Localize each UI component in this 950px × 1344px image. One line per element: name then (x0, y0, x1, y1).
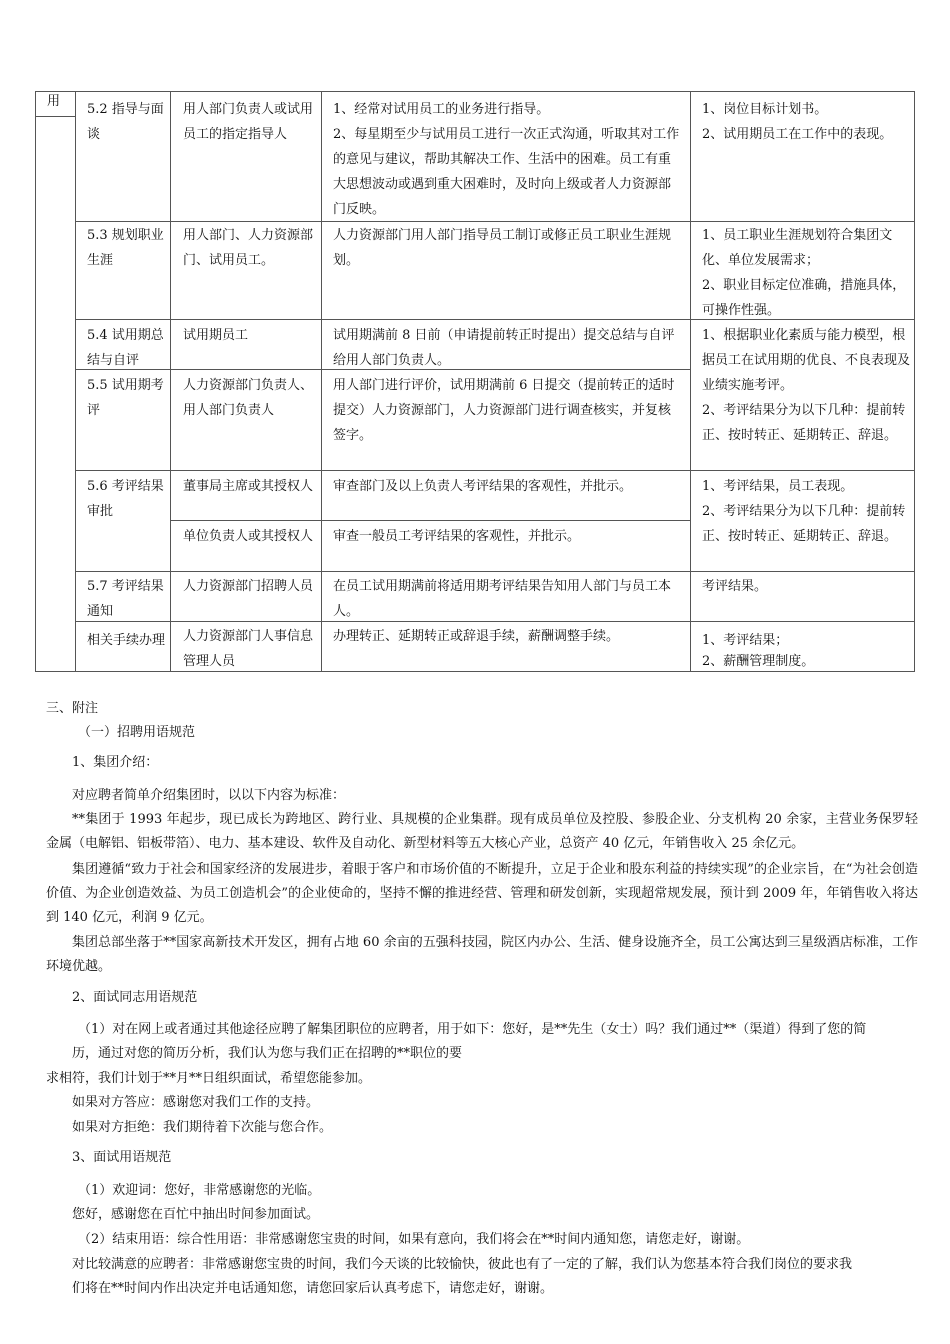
paragraph: （1）对在网上或者通过其他途径应聘了解集团职位的应聘者，用于如下：您好，是**先生（女士）吗？我们通过**（渠道）得到了您的简 (78, 1022, 867, 1037)
output-cell: 1、考评结果，员工表现。 (702, 479, 854, 494)
output-cell: 1、员工职业生涯规划符合集团文化、单位发展需求； (702, 228, 893, 268)
step-cell: 5.6 考评结果审批 (87, 479, 164, 519)
owner-cell: 试用期员工 (183, 328, 249, 343)
table-rule (170, 520, 690, 521)
subsection-title: （一）招聘用语规范 (78, 725, 196, 740)
paragraph: 历，通过对您的简历分析，我们认为您与我们正在招聘的**职位的要 (72, 1046, 463, 1061)
paragraph: （1）欢迎词：您好，非常感谢您的光临。 (78, 1183, 321, 1198)
owner-cell: 人力资源部门负责人、用人部门负责人 (183, 378, 314, 418)
table-rule (75, 91, 76, 672)
section-title: 三、附注 (46, 701, 99, 716)
table-rule (170, 91, 171, 672)
step-cell: 5.7 考评结果通知 (87, 579, 164, 619)
paragraph: 对应聘者简单介绍集团时，以以下内容为标准： (72, 788, 346, 803)
paragraph: 对比较满意的应聘者：非常感谢您宝贵的时间，我们今天谈的比较愉快，彼此也有了一定的了解，我们认为您基本符合我们岗位的要求我 (72, 1257, 853, 1272)
paragraph: 集团总部坐落于**国家高新技术开发区，拥有占地 60 余亩的五强科技园，院区内办公、生活、健身设施齐全，员工公寓达到三星级酒店标准，工作环境优越。 (46, 935, 918, 974)
paragraph: 们将在**时间内作出决定并电话通知您，请您回家后认真考虑下，请您走好，谢谢。 (72, 1281, 554, 1296)
step-cell: 5.4 试用期总结与自评 (87, 328, 164, 368)
paragraph: 求相符，我们计划于**月**日组织面试，希望您能参加。 (46, 1071, 372, 1086)
owner-cell: 人力资源部门人事信息管理人员 (183, 629, 314, 669)
content-cell: 在员工试用期满前将适用期考评结果告知用人部门与员工本人。 (333, 579, 672, 619)
content-cell: 审查一般员工考评结果的客观性，并批示。 (333, 529, 581, 544)
step-cell: 相关手续办理 (87, 633, 166, 648)
table-rule (321, 91, 322, 672)
paragraph: 如果对方拒绝：我们期待着下次能与您合作。 (72, 1120, 333, 1135)
table-rule (75, 571, 915, 572)
output-cell: 2、职业目标定位准确，措施具体，可操作性强。 (702, 278, 906, 318)
table-rule (35, 91, 36, 672)
step-cell: 5.3 规划职业生涯 (87, 228, 164, 268)
content-cell: 办理转正、延期转正或辞退手续，薪酬调整手续。 (333, 629, 620, 644)
paragraph: 如果对方答应：感谢您对我们工作的支持。 (72, 1095, 320, 1110)
output-cell: 2、考评结果分为以下几种：提前转正、按时转正、延期转正、辞退。 (702, 403, 906, 443)
stage-label: 用 (47, 94, 61, 109)
content-cell: 1、经常对试用员工的业务进行指导。 (333, 102, 550, 117)
output-cell: 2、试用期员工在工作中的表现。 (702, 127, 893, 142)
paragraph: （2）结束用语：综合性用语：非常感谢您宝贵的时间，如果有意向，我们将会在**时间内通知您，请您走好，谢谢。 (78, 1232, 750, 1247)
output-cell: 1、岗位目标计划书。 (702, 102, 828, 117)
paragraph: 您好，感谢您在百忙中抽出时间参加面试。 (72, 1207, 320, 1222)
paragraph: 集团遵循“致力于社会和国家经济的发展进步，着眼于客户和市场价值的不断提升，立足于企业和股东利益的持续实现”的企业宗旨，在“为社会创造价值、为企业创造效益、为员工创造机会”的企业使命的，坚持不懈的推进经营、管理和研发创新，实现超常规发展，预计到 2009 年，年销售收入将达到 140 亿元，利润 9 亿元。 (46, 862, 918, 925)
owner-cell: 人力资源部门招聘人员 (183, 579, 314, 594)
output-cell: 2、薪酬管理制度。 (702, 654, 815, 669)
content-cell: 人力资源部门用人部门指导员工制订或修正员工职业生涯规划。 (333, 228, 672, 268)
content-cell: 2、每星期至少与试用员工进行一次正式沟通，听取其对工作的意见与建议，帮助其解决工作、生活中的困难。员工有重大思想波动或遇到重大困难时，及时向上级或者人力资源部门反映。 (333, 127, 680, 217)
heading: 3、面试用语规范 (72, 1150, 172, 1165)
step-cell: 5.5 试用期考评 (87, 378, 164, 418)
output-cell: 2、考评结果分为以下几种：提前转正、按时转正、延期转正、辞退。 (702, 504, 906, 544)
step-cell: 5.2 指导与面谈 (87, 102, 164, 142)
content-cell: 审查部门及以上负责人考评结果的客观性，并批示。 (333, 479, 633, 494)
heading: 2、面试同志用语规范 (72, 990, 198, 1005)
output-cell: 1、根据职业化素质与能力模型，根据员工在试用期的优良、不良表现及业绩实施考评。 (702, 328, 911, 393)
owner-cell: 董事局主席或其授权人 (183, 479, 314, 494)
heading: 1、集团介绍： (72, 755, 159, 770)
owner-cell: 用人部门、人力资源部门、试用员工。 (183, 228, 314, 268)
output-cell: 考评结果。 (702, 579, 768, 594)
process-table (35, 91, 915, 672)
table-rule (35, 116, 75, 117)
output-cell: 1、考评结果； (702, 633, 789, 648)
table-rule (35, 91, 915, 92)
owner-cell: 单位负责人或其授权人 (183, 529, 314, 544)
content-cell: 用人部门进行评价，试用期满前 6 日提交（提前转正的适时提交）人力资源部门，人力资源部门进行调查核实，并复核签字。 (333, 378, 675, 443)
content-cell: 试用期满前 8 日前（申请提前转正时提出）提交总结与自评给用人部门负责人。 (333, 328, 675, 368)
table-rule (690, 91, 691, 672)
table-rule (914, 91, 915, 672)
owner-cell: 用人部门负责人或试用员工的指定指导人 (183, 102, 314, 142)
table-rule (75, 470, 915, 471)
paragraph: **集团于 1993 年起步，现已成长为跨地区、跨行业、具规模的企业集群。现有成员单位及控股、参股企业、分支机构 20 余家，主营业务保罗轻金属（电解铝、铝板带箔）、电力、基本建设、软件及自动化、新型材料等五大核心产业，总资产 40 亿元，年销售收入 25 余亿元。 (46, 812, 918, 851)
